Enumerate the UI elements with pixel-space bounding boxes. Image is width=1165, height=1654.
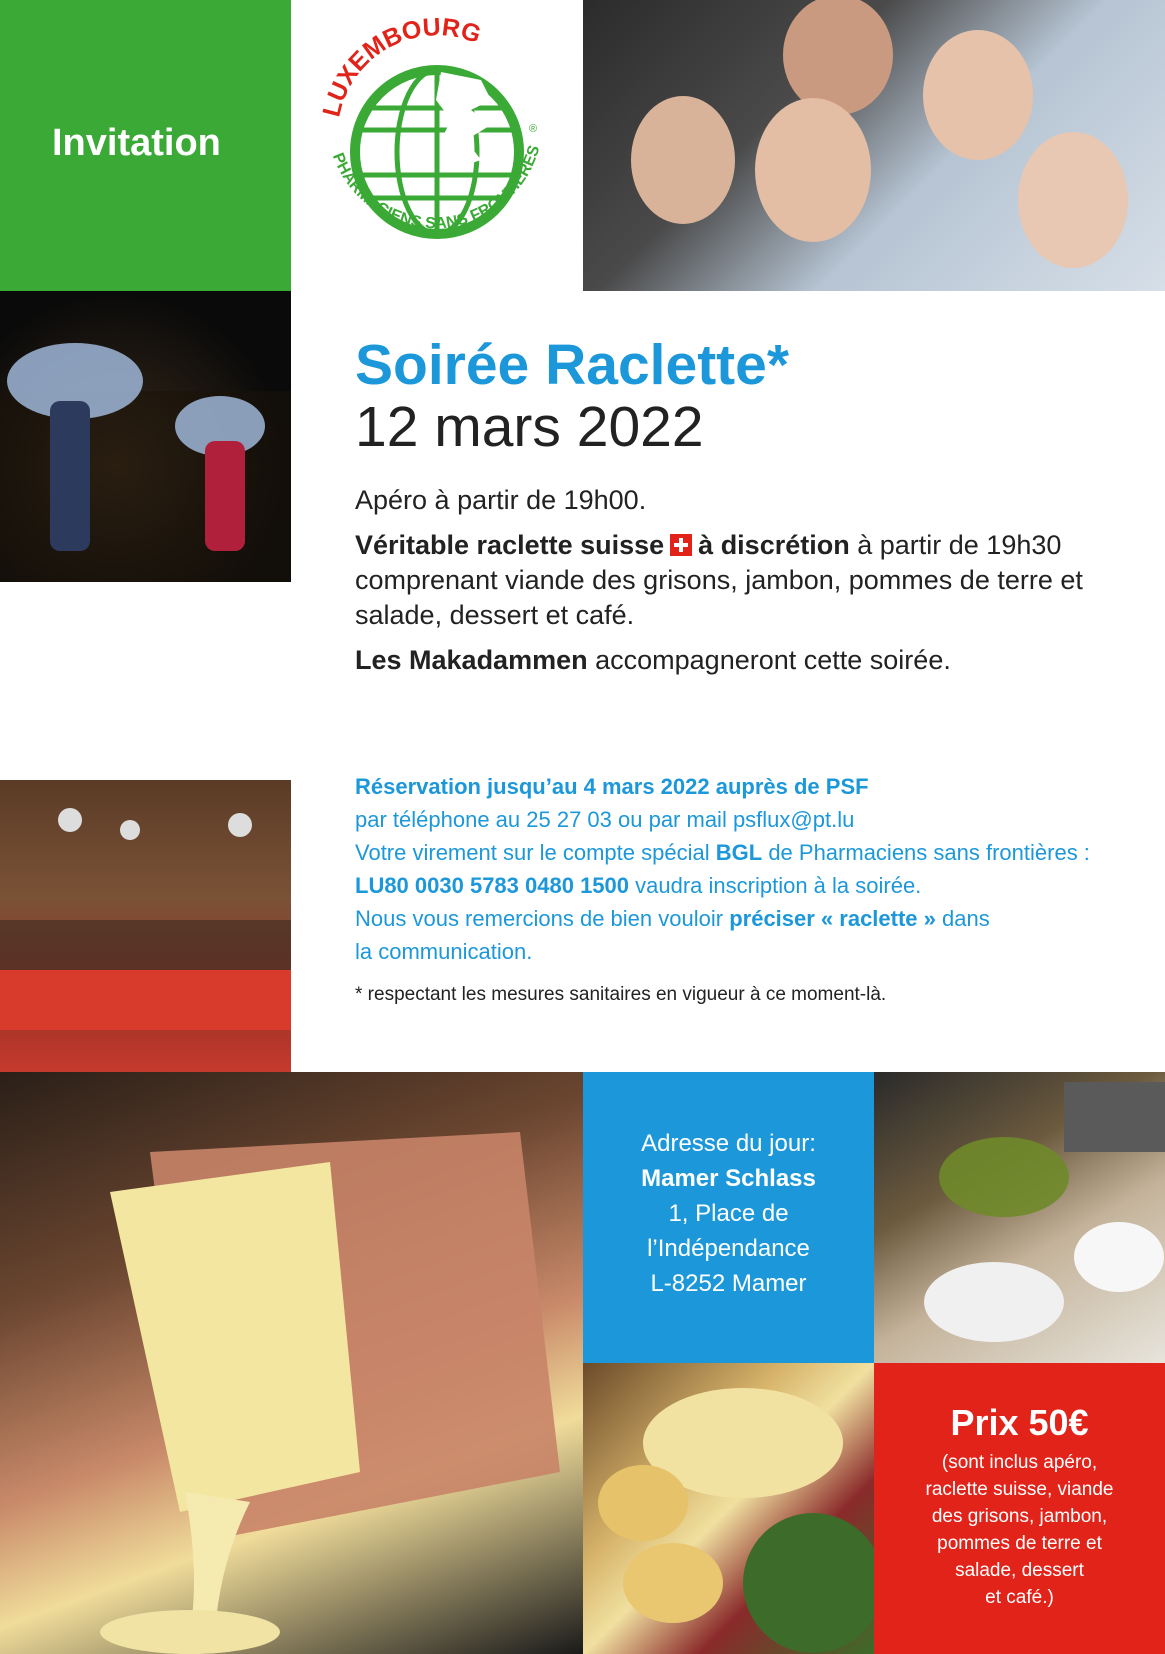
- price-panel: [874, 1363, 1165, 1654]
- reference-bold: préciser « raclette »: [729, 906, 936, 931]
- reservation-reference-end: la communication.: [355, 939, 533, 964]
- hall-photo-illustration: [0, 780, 291, 1072]
- reservation-deadline: Réservation jusqu’au 4 mars 2022 auprès de PSF: [355, 774, 869, 799]
- swiss-flag-icon: [670, 534, 692, 556]
- stage-performance-photo: [0, 291, 291, 582]
- reservation-iban: [355, 869, 1145, 902]
- price-details: [874, 1449, 1165, 1611]
- event-title: Soirée Raclette*: [355, 333, 790, 397]
- makadammen-text: [355, 643, 1145, 678]
- team-photo: [583, 0, 1165, 291]
- price-line: pommes de terre et: [937, 1533, 1102, 1554]
- bank-name: BGL: [715, 840, 763, 865]
- reservation-info: [355, 770, 1145, 968]
- price-line: (sont inclus apéro,: [941, 1452, 1098, 1473]
- psf-logo: [291, 0, 583, 291]
- price-line: des grisons, jambon,: [931, 1506, 1108, 1527]
- raclette-text: [355, 528, 1145, 633]
- invitation-panel: [0, 0, 291, 291]
- address-street-1: 1, Place de: [668, 1200, 789, 1227]
- raclette-cheese-photo: [0, 1072, 583, 1654]
- invitation-label: Invitation: [52, 122, 221, 164]
- sanitary-note: * respectant les mesures sanitaires en vigueur à ce moment-là.: [355, 984, 887, 1005]
- event-date: 12 mars 2022: [355, 395, 704, 459]
- raclette-plate-photo: [583, 1363, 874, 1654]
- reference-text-a: Nous vous remercions de bien vouloir: [355, 906, 724, 931]
- makadammen-rest: accompagneront cette soirée.: [595, 645, 951, 675]
- plate-photo-illustration: [583, 1363, 874, 1654]
- address-panel: [583, 1072, 874, 1363]
- buffet-photo: [874, 1072, 1165, 1363]
- address-label: Adresse du jour:: [641, 1130, 816, 1157]
- reservation-transfer: [355, 836, 1145, 869]
- raclette-bold-1: Véritable raclette suisse: [355, 530, 665, 560]
- raclette-bold-2: à discrétion: [698, 530, 850, 560]
- address-street-2: l’Indépendance: [647, 1235, 810, 1262]
- transfer-text-a: Votre virement sur le compte spécial: [355, 840, 710, 865]
- buffet-photo-illustration: [874, 1072, 1165, 1363]
- globe-logo-icon: [291, 0, 583, 291]
- logo-bottom-text: PHARMACIENS SANS FRONTIÈRES: [328, 143, 544, 233]
- transfer-text-b: de Pharmaciens sans frontières :: [768, 840, 1090, 865]
- iban-rest: vaudra inscription à la soirée.: [635, 873, 922, 898]
- team-photo-illustration: [583, 0, 1165, 291]
- dining-hall-photo: [0, 780, 291, 1072]
- event-description: [355, 335, 1145, 688]
- price-line: et café.): [985, 1587, 1054, 1608]
- stage-photo-illustration: [0, 291, 291, 582]
- price-title: Prix 50€: [950, 1402, 1089, 1443]
- reservation-reference: [355, 902, 1145, 935]
- registered-mark: ®: [529, 123, 538, 135]
- apero-text: Apéro à partir de 19h00.: [355, 485, 647, 515]
- reservation-contact: par téléphone au 25 27 03 ou par mail psflux@pt.lu: [355, 807, 855, 832]
- makadammen-bold: Les Makadammen: [355, 645, 588, 675]
- cheese-photo-illustration: [0, 1072, 583, 1654]
- price-line: salade, dessert: [955, 1560, 1084, 1581]
- raclette-rest: à partir de 19h30 comprenant viande des grisons, jambon, pommes de terre et salade, dessert et café.: [355, 530, 1083, 630]
- reference-text-b: dans: [942, 906, 990, 931]
- address-city: L-8252 Mamer: [650, 1270, 807, 1297]
- iban: LU80 0030 5783 0480 1500: [355, 873, 630, 898]
- logo-top-text: LUXEMBOURG: [317, 13, 485, 120]
- venue-name: Mamer Schlass: [641, 1165, 816, 1192]
- price-line: raclette suisse, viande: [925, 1479, 1114, 1500]
